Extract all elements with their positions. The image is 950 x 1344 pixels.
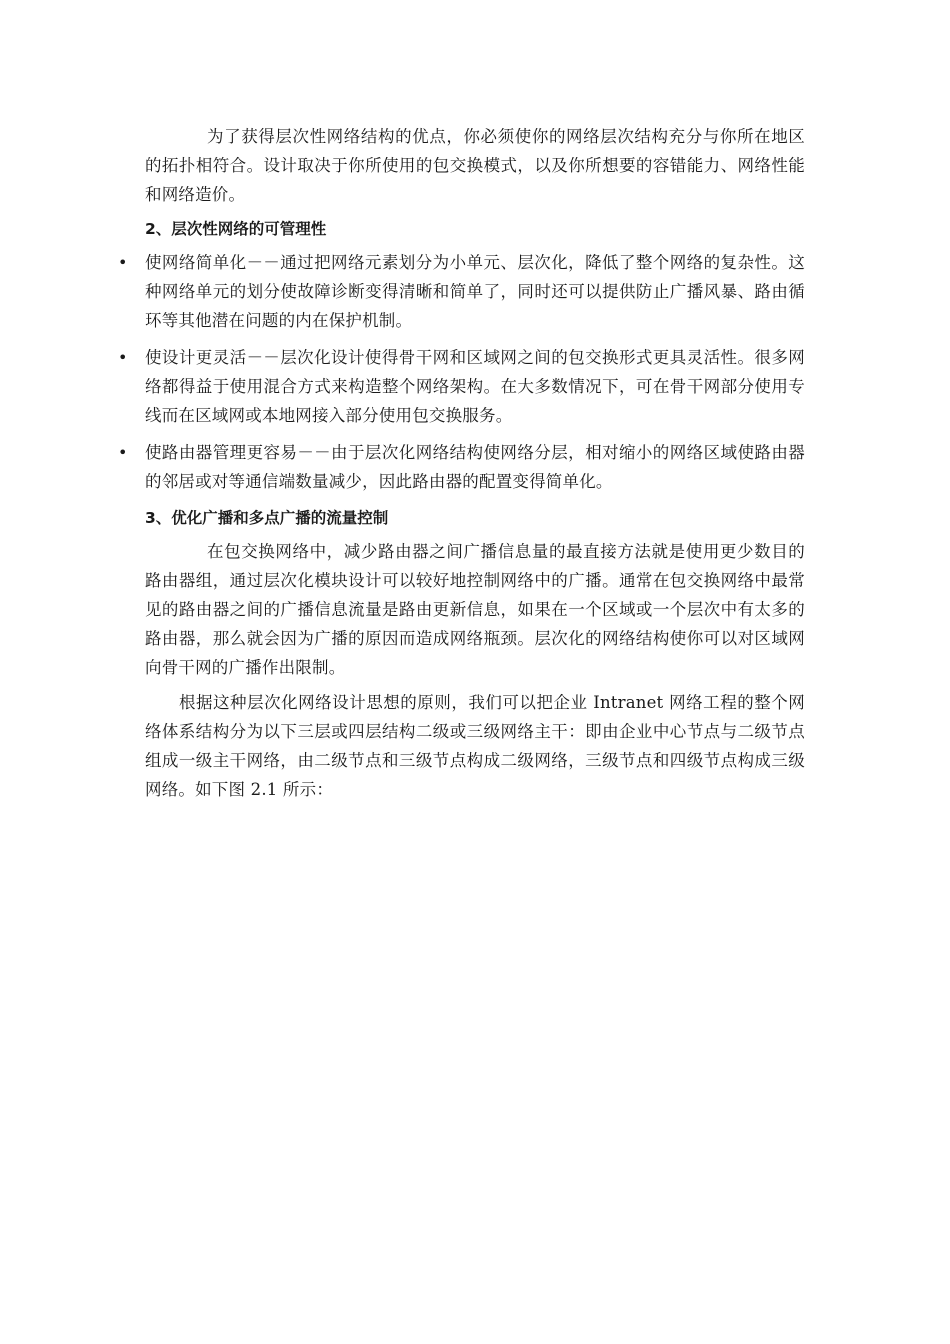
section-2-bullet-list	[118, 248, 805, 496]
bullet-text: 使路由器管理更容易－－由于层次化网络结构使网络分层，相对缩小的网络区域使路由器的邻居或对等通信端数量减少，因此路由器的配置变得简单化。	[145, 443, 805, 491]
document-body	[118, 122, 805, 804]
list-item	[118, 343, 805, 430]
list-item	[118, 438, 805, 496]
section-3-paragraph: 在包交换网络中，减少路由器之间广播信息量的最直接方法就是使用更少数目的路由器组，通过层次化模块设计可以较好地控制网络中的广播。通常在包交换网络中最常见的路由器之间的广播信息流量是路由更新信息，如果在一个区域或一个层次中有太多的路由器，那么就会因为广播的原因而造成网络瓶颈。层次化的网络结构使你可以对区域网向骨干网的广播作出限制。	[145, 542, 805, 677]
section-2-heading: 2、层次性网络的可管理性	[145, 220, 327, 238]
bullet-icon: •	[118, 253, 128, 272]
closing-paragraph: 根据这种层次化网络设计思想的原则，我们可以把企业 Intranet 网络工程的整个网络体系结构分为以下三层或四层结构二级或三级网络主干：即由企业中心节点与二级节点组成一级主干网络，由二级节点和三级节点构成二级网络，三级节点和四级节点构成三级网络。如下图 2.1 所示：	[145, 693, 805, 799]
bullet-icon: •	[118, 443, 128, 462]
bullet-text: 使设计更灵活－－层次化设计使得骨干网和区域网之间的包交换形式更具灵活性。很多网络都得益于使用混合方式来构造整个网络架构。在大多数情况下，可在骨干网部分使用专线而在区域网或本地网接入部分使用包交换服务。	[145, 348, 805, 425]
bullet-icon: •	[118, 348, 128, 367]
section-3-heading: 3、优化广播和多点广播的流量控制	[145, 509, 389, 527]
bullet-text: 使网络简单化－－通过把网络元素划分为小单元、层次化，降低了整个网络的复杂性。这种网络单元的划分使故障诊断变得清晰和简单了，同时还可以提供防止广播风暴、路由循环等其他潜在问题的内在保护机制。	[145, 253, 805, 330]
list-item	[118, 248, 805, 335]
intro-paragraph: 为了获得层次性网络结构的优点，你必须使你的网络层次结构充分与你所在地区的拓扑相符合。设计取决于你所使用的包交换模式，以及你所想要的容错能力、网络性能和网络造价。	[145, 127, 805, 204]
